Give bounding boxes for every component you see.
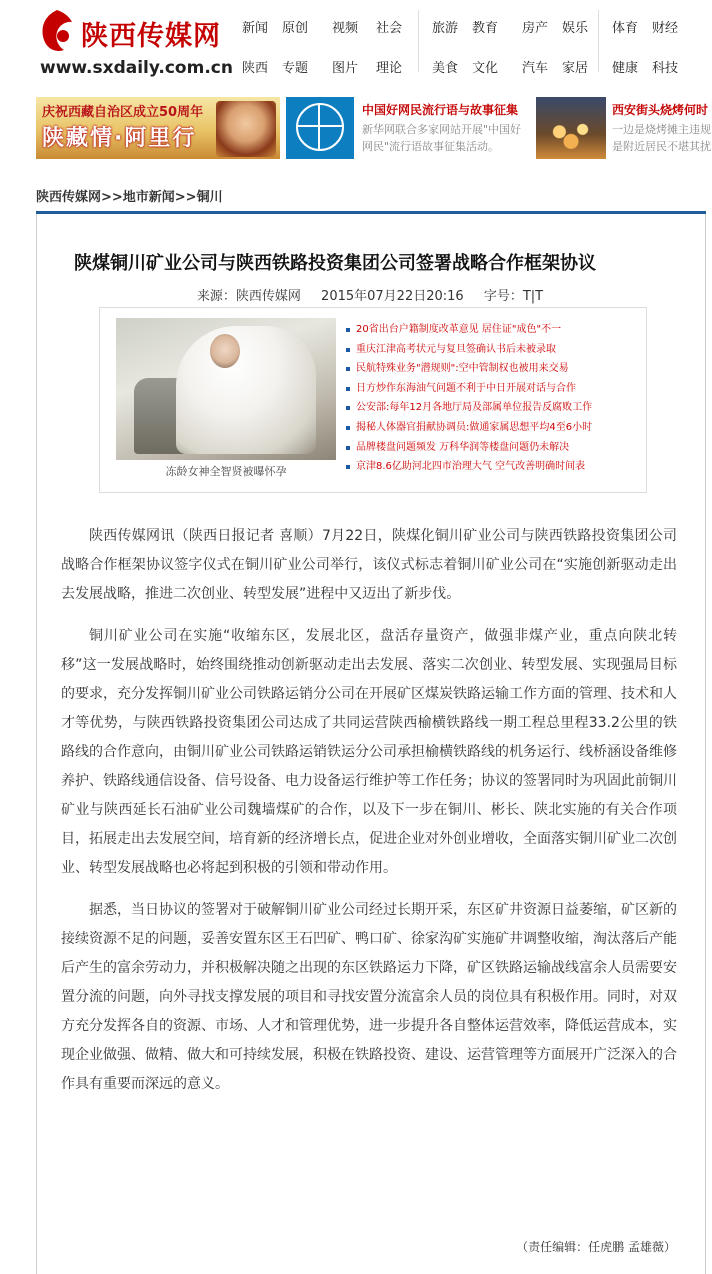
- promo-photo-caption[interactable]: 冻龄女神全智贤被曝怀孕: [165, 465, 287, 478]
- article-body: [61, 522, 677, 1112]
- banner-tibet-title: 陕藏情·阿里行: [42, 126, 197, 151]
- related-link[interactable]: 20省出台户籍制度改革意见 居住证"成色"不一: [356, 324, 562, 335]
- article-meta: [0, 285, 712, 304]
- related-link[interactable]: 品牌楼盘问题频发 万科华润等楼盘问题仍未解决: [356, 441, 570, 453]
- banner-tibet-subtitle: 庆祝西藏自治区成立50周年: [42, 105, 204, 120]
- related-link[interactable]: 公安部:每年12月各地厅局及部属单位报告反腐败工作: [356, 402, 593, 414]
- related-link[interactable]: 京津8.6亿助河北四市治理大气 空气改善明确时间表: [356, 461, 586, 473]
- banner-xian-bbq-desc-line2: 是附近居民不堪其扰: [612, 140, 711, 153]
- photo-dress: [176, 326, 316, 454]
- related-link[interactable]: 日方炒作东海油气问题不利于中日开展对话与合作: [356, 382, 576, 394]
- banner-xian-bbq-title: 西安街头烧烤何时: [612, 103, 709, 117]
- banner-good-netizen-desc: 新华网联合多家网站开展"中国好网民"流行语故事征集活动。: [362, 123, 522, 153]
- list-item[interactable]: [346, 379, 642, 399]
- responsible-editor: （责任编辑：任虎鹏 孟雄薇）: [516, 1240, 676, 1254]
- nav-divider: [598, 10, 599, 72]
- nav-auto[interactable]: 汽车: [522, 61, 549, 76]
- banner-child-photo: [216, 101, 276, 157]
- nav-shaanxi[interactable]: 陕西: [242, 61, 269, 76]
- article-title: 陕煤铜川矿业公司与陕西铁路投资集团公司签署战略合作框架协议: [74, 253, 596, 274]
- banner-tibet-anniversary[interactable]: [36, 97, 280, 159]
- banner-xian-bbq-desc: [612, 121, 712, 155]
- banner-xian-bbq[interactable]: [610, 97, 712, 159]
- list-item[interactable]: [346, 457, 642, 477]
- nav-culture[interactable]: 文化: [472, 61, 499, 76]
- article-date: 2015年07月22日20:16: [321, 289, 464, 304]
- nav-theory[interactable]: 理论: [376, 61, 403, 76]
- nav-entertainment[interactable]: 娱乐: [562, 21, 589, 36]
- banner-bbq-thumbnail[interactable]: [536, 97, 606, 159]
- list-item[interactable]: [346, 320, 642, 340]
- related-link[interactable]: 揭秘人体器官捐献协调员:做通家属思想平均4至6小时: [356, 421, 593, 433]
- nav-realestate[interactable]: 房产: [522, 21, 549, 36]
- nav-video[interactable]: 视频: [332, 21, 359, 36]
- nav-photos[interactable]: 图片: [332, 61, 359, 76]
- list-item[interactable]: [346, 438, 642, 458]
- night-street-photo: [542, 103, 600, 151]
- font-size-toggle[interactable]: 字号：T|T: [483, 289, 544, 304]
- banner-xian-bbq-desc-line1: 一边是烧烤摊主违规: [612, 123, 711, 136]
- breadcrumb[interactable]: 陕西传媒网>>地市新闻>>铜川: [36, 190, 223, 205]
- nav-original[interactable]: 原创: [282, 21, 309, 36]
- nav-divider: [418, 10, 419, 72]
- nav-news[interactable]: 新闻: [242, 21, 269, 36]
- nav-health[interactable]: 健康: [612, 61, 639, 76]
- banner-good-netizen-title: 中国好网民流行语与故事征集: [362, 103, 519, 117]
- banner-good-netizen[interactable]: [360, 97, 532, 159]
- nav-sports[interactable]: 体育: [612, 21, 639, 36]
- article-paragraph: 陕西传媒网讯（陕西日报记者 喜顺）7月22日，陕煤化铜川矿业公司与陕西铁路投资集团公司战略合作框架协议签字仪式在铜川矿业公司举行，该仪式标志着铜川矿业公司在“实施创新驱动走出去发展战略，推进二次创业、转型发展”进程中又迈出了新步伐。: [61, 528, 677, 602]
- related-link[interactable]: 重庆江津高考状元与复旦签确认书后未被录取: [356, 343, 556, 355]
- list-item[interactable]: [346, 398, 642, 418]
- related-link[interactable]: 民航特殊业务"潜规则":空中管制权也被用来交易: [356, 363, 569, 375]
- list-item[interactable]: [346, 340, 642, 360]
- related-promo-box: [99, 307, 647, 493]
- nav-society[interactable]: 社会: [376, 21, 403, 36]
- logo-emblem-icon: [38, 8, 76, 54]
- list-item[interactable]: [346, 359, 642, 379]
- nav-travel[interactable]: 旅游: [432, 21, 459, 36]
- promo-photo[interactable]: [116, 318, 336, 460]
- nav-home[interactable]: 家居: [562, 61, 589, 76]
- article-source: 来源：陕西传媒网: [196, 289, 301, 304]
- logo-url: www.sxdaily.com.cn: [40, 58, 233, 78]
- nav-topics[interactable]: 专题: [282, 61, 309, 76]
- nav-tech[interactable]: 科技: [652, 61, 679, 76]
- list-item[interactable]: [346, 418, 642, 438]
- article-paragraph: 据悉，当日协议的签署对于破解铜川矿业公司经过长期开采，东区矿井资源日益萎缩，矿区新的接续资源不足的问题，妥善安置东区王石凹矿、鸭口矿、徐家沟矿实施矿井调整收缩，淘汰落后产能后产生的富余劳动力，并积极解决随之出现的东区铁路运力下降，矿区铁路运输战线富余人员需要安置分流的问题，向外寻找支撑发展的项目和寻找安置分流富余人员的岗位具有积极作用。同时，对双方充分发挥各自的资源、市场、人才和管理优势，进一步提升各自整体运营效率，降低运营成本，实现企业做强、做精、做大和可持续发展，积极在铁路投资、建设、运营管理等方面展开广泛深入的合作具有重要而深远的意义。: [61, 902, 677, 1092]
- related-news-list: [346, 320, 642, 477]
- site-logo[interactable]: [36, 6, 236, 78]
- nav-finance[interactable]: 财经: [652, 21, 679, 36]
- article-paragraph: 铜川矿业公司在实施“收缩东区，发展北区，盘活存量资产，做强非煤产业，重点向陕北转移”这一发展战略时，始终围绕推动创新驱动走出去发展、落实二次创业、转型发展、实现强局目标的要求，充分发挥铜川矿业公司铁路运销分公司在开展矿区煤炭铁路运输工作方面的管理、技术和人才等优势，与陕西铁路投资集团公司达成了共同运营陕西榆横铁路线一期工程总里程33.2公里的铁路线的合作意向，由铜川矿业公司铁路运销铁运分公司承担榆横铁路线的机务运行、线桥涵设备维修养护、铁路线通信设备、信号设备、电力设备运行维护等工作任务；协议的签署同时为巩固此前铜川矿业与陕西延长石油矿业公司魏墙煤矿的合作，以及下一步在铜川、彬长、陕北实施的有关合作项目，拓展走出去发展空间，培育新的经济增长点，促进企业对外创业增收，全面落实铜川矿业二次创业、转型发展战略也必将起到积极的引领和带动作用。: [61, 628, 677, 876]
- globe-icon: [296, 103, 344, 151]
- photo-head: [210, 334, 240, 368]
- logo-title: 陕西传媒网: [81, 21, 221, 52]
- banner-globe-thumbnail[interactable]: [286, 97, 354, 159]
- nav-education[interactable]: 教育: [472, 21, 499, 36]
- nav-food[interactable]: 美食: [432, 61, 459, 76]
